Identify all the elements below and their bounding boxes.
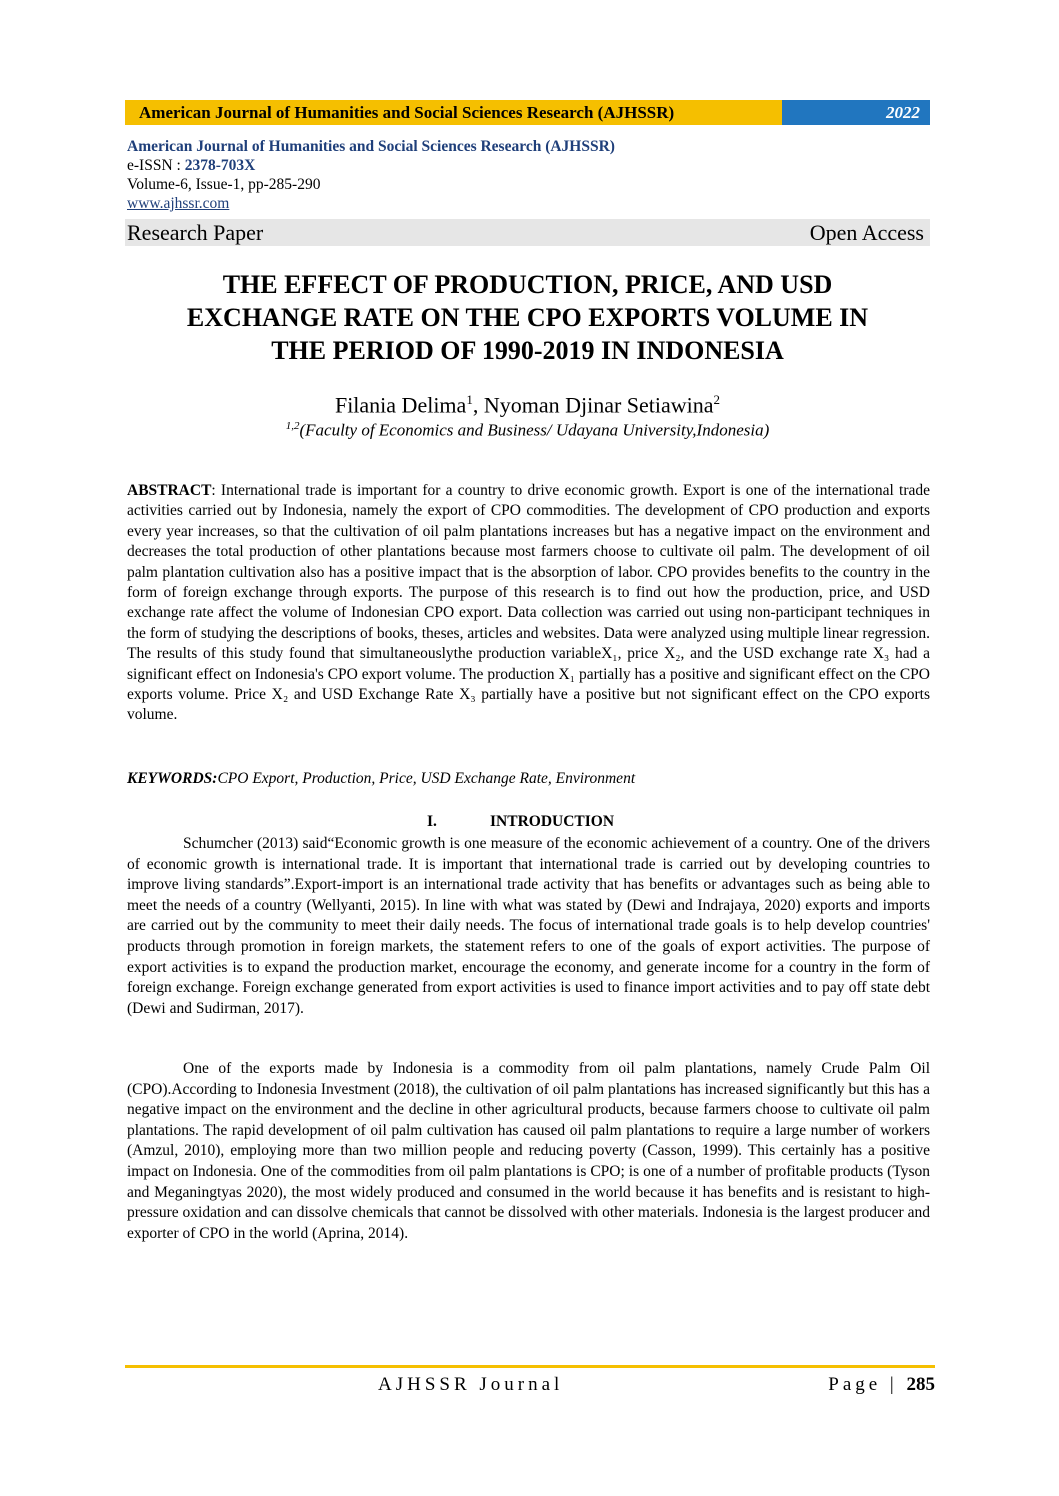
header-year: 2022 (782, 100, 930, 125)
paragraph-text: One of the exports made by Indonesia is a commodity from oil palm plantations, namely Crude Palm Oil (CPO).According to Indonesia Investment (2018), the cultivation of oil palm plantations has increased significantly but this has a negative impact on the environment and the decline in other agricultural products, because farmers choose to cultivate oil palm plantations. The rapid development of oil palm cultivation has caused oil palm plantations to require a large number of workers (Amzul, 2010), employing more than two million people and reducing poverty (Casson, 1999). This certainly has a positive impact on Indonesia. One of the commodities from oil palm plantations is CPO; is one of a number of profitable products (Tyson and Meganingtyas 2020), the most widely produced and consumed in the world because it has benefits and is resistant to high-pressure oxidation and can dissolve chemicals that cannot be dissolved with other materials. Indonesia is the largest producer and exporter of CPO in the world (Aprina, 2014). (127, 1060, 930, 1242)
abstract (127, 481, 930, 726)
affiliation-text: (Faculty of Economics and Business/ Udayana University,Indonesia) (299, 420, 770, 440)
title-line: THE EFFECT OF PRODUCTION, PRICE, AND USD (222, 270, 833, 299)
affiliation-sup: 1,2 (285, 420, 300, 432)
page-label: Page | (828, 1374, 907, 1395)
paper-type: Research Paper (127, 220, 264, 245)
body-paragraph (127, 1059, 930, 1244)
author-sup: 2 (713, 392, 721, 407)
author-sup: 1 (466, 392, 473, 407)
abstract-text: : International trade is important for a country to drive economic growth. Export is one of the international trade activities carried out by Indonesia, namely the export of CPO commodities. The development of CPO production and exports every year increases, so that the cultivation of oil palm plantations increases but has a negative impact on the environment and decreases the total production of other plantations because most farmers choose to cultivate oil palm. The development of oil palm plantation cultivation also has a positive impact that is the absorption of labor. CPO provides benefits to the country in the form of foreign exchange through exports. The purpose of this research is to find out how the production, price, and USD exchange rate affect the volume of Indonesian CPO export. Data collection was carried out using non-participant techniques in the form of studying the descriptions of books, theses, articles and websites. Data were analyzed using multiple linear regression. The results of this study found that simultaneouslythe production variableX₁, price X₂, and the USD exchange rate X₃ had a significant effect on Indonesia's CPO export volume. The production X₁ partially has a positive and significant effect on the CPO exports volume. Price X₂ and USD Exchange Rate X₃ partially have a positive but not significant effect on the CPO exports volume. (127, 482, 930, 724)
paper-type-bar (125, 219, 930, 246)
keywords-text: CPO Export, Production, Price, USD Exchange Rate, Environment (217, 770, 636, 787)
title-line: THE PERIOD OF 1990-2019 IN INDONESIA (271, 336, 784, 365)
keywords (127, 770, 930, 788)
volume-info: Volume-6, Issue-1, pp-285-290 (127, 176, 321, 193)
title-line: EXCHANGE RATE ON THE CPO EXPORTS VOLUME IN (186, 303, 869, 332)
paragraph-text: Schumcher (2013) said“Economic growth is one measure of the economic achievement of a country. One of the drivers of economic growth is international trade. It is important that international trade is carried out by developing countries to improve living standards”.Export-import is an international trade activity that has benefits or advantages such as being able to meet the needs of a country (Wellyanti, 2015). In line with what was stated by (Dewi and Indrajaya, 2020) exports and imports are carried out by the community to meet their daily needs. The focus of international trade goals is to help develop countries' products through promotion in foreign markets, the statement refers to one of the goals of export activities. The purpose of export activities is to expand the production market, encourage the economy, and generate income for a country in the form of foreign exchange. Foreign exchange generated from export activities is used to finance import activities and to pay off state debt (Dewi and Sudirman, 2017). (127, 835, 930, 1017)
author-separator: , (472, 392, 484, 418)
section-title: INTRODUCTION (490, 813, 615, 830)
section-number: I. (427, 813, 437, 830)
issn-line (127, 156, 615, 175)
running-header (125, 100, 930, 125)
issn-value: 2378-703X (184, 157, 256, 174)
access-type: Open Access (809, 220, 924, 245)
issn-label: e-ISSN : (127, 157, 185, 174)
page-number: 285 (906, 1374, 935, 1395)
abstract-label: ABSTRACT (127, 482, 212, 499)
author-name: Filania Delima (334, 392, 467, 418)
journal-meta (127, 137, 615, 213)
author-name: Nyoman Djinar Setiawina (483, 392, 714, 418)
journal-name: American Journal of Humanities and Social Sciences Research (AJHSSR) (127, 138, 615, 155)
body-paragraph (127, 834, 930, 1019)
affiliation (125, 420, 930, 441)
footer-rule (125, 1365, 935, 1368)
paper-title (125, 268, 930, 367)
footer-page (828, 1374, 935, 1396)
header-journal-name: American Journal of Humanities and Social Sciences Research (AJHSSR) (125, 100, 782, 125)
website-link[interactable]: www.ajhssr.com (127, 195, 230, 212)
keywords-label: KEYWORDS: (127, 770, 218, 787)
authors (125, 392, 930, 418)
footer-journal: AJHSSR Journal (378, 1374, 564, 1395)
